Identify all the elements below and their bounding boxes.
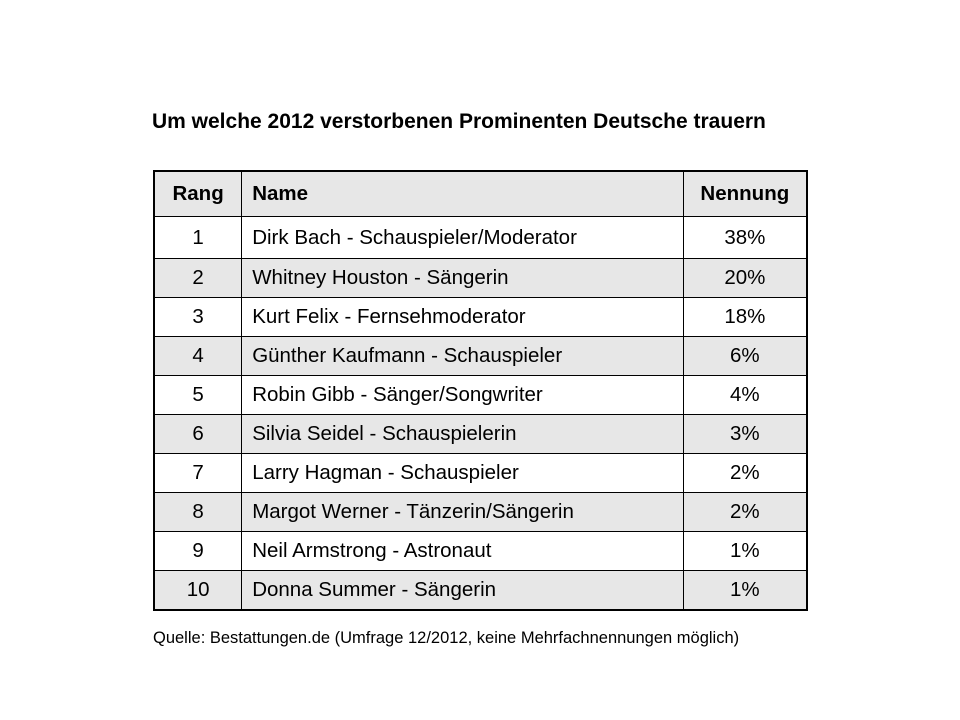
cell-name: Whitney Houston - Sängerin — [242, 259, 683, 298]
table-row — [154, 298, 807, 337]
table-row — [154, 571, 807, 611]
table-row — [154, 259, 807, 298]
cell-mentions: 18% — [683, 298, 807, 337]
cell-rank: 7 — [154, 454, 242, 493]
cell-name: Günther Kaufmann - Schauspieler — [242, 337, 683, 376]
table-header-row — [154, 171, 807, 217]
cell-name: Donna Summer - Sängerin — [242, 571, 683, 611]
table-row — [154, 532, 807, 571]
cell-mentions: 2% — [683, 454, 807, 493]
cell-mentions: 4% — [683, 376, 807, 415]
cell-rank: 4 — [154, 337, 242, 376]
cell-name: Neil Armstrong - Astronaut — [242, 532, 683, 571]
header-mentions: Nennung — [683, 171, 807, 217]
ranking-table — [153, 170, 808, 611]
cell-name: Larry Hagman - Schauspieler — [242, 454, 683, 493]
cell-rank: 9 — [154, 532, 242, 571]
cell-mentions: 6% — [683, 337, 807, 376]
cell-rank: 10 — [154, 571, 242, 611]
header-rank: Rang — [154, 171, 242, 217]
header-name: Name — [242, 171, 683, 217]
cell-name: Dirk Bach - Schauspieler/Moderator — [242, 217, 683, 259]
table-row — [154, 454, 807, 493]
cell-name: Margot Werner - Tänzerin/Sängerin — [242, 493, 683, 532]
cell-rank: 5 — [154, 376, 242, 415]
cell-mentions: 20% — [683, 259, 807, 298]
source-note: Quelle: Bestattungen.de (Umfrage 12/2012, keine Mehrfachnennungen möglich) — [153, 629, 740, 647]
cell-rank: 6 — [154, 415, 242, 454]
cell-rank: 2 — [154, 259, 242, 298]
cell-rank: 3 — [154, 298, 242, 337]
table-row — [154, 376, 807, 415]
page-title: Um welche 2012 verstorbenen Prominenten Deutsche trauern — [152, 110, 766, 133]
cell-mentions: 38% — [683, 217, 807, 259]
cell-rank: 8 — [154, 493, 242, 532]
table-row — [154, 217, 807, 259]
cell-mentions: 1% — [683, 532, 807, 571]
cell-mentions: 1% — [683, 571, 807, 611]
table-row — [154, 337, 807, 376]
cell-mentions: 2% — [683, 493, 807, 532]
cell-name: Robin Gibb - Sänger/Songwriter — [242, 376, 683, 415]
cell-name: Silvia Seidel - Schauspielerin — [242, 415, 683, 454]
cell-name: Kurt Felix - Fernsehmoderator — [242, 298, 683, 337]
cell-rank: 1 — [154, 217, 242, 259]
table-row — [154, 415, 807, 454]
cell-mentions: 3% — [683, 415, 807, 454]
table-row — [154, 493, 807, 532]
